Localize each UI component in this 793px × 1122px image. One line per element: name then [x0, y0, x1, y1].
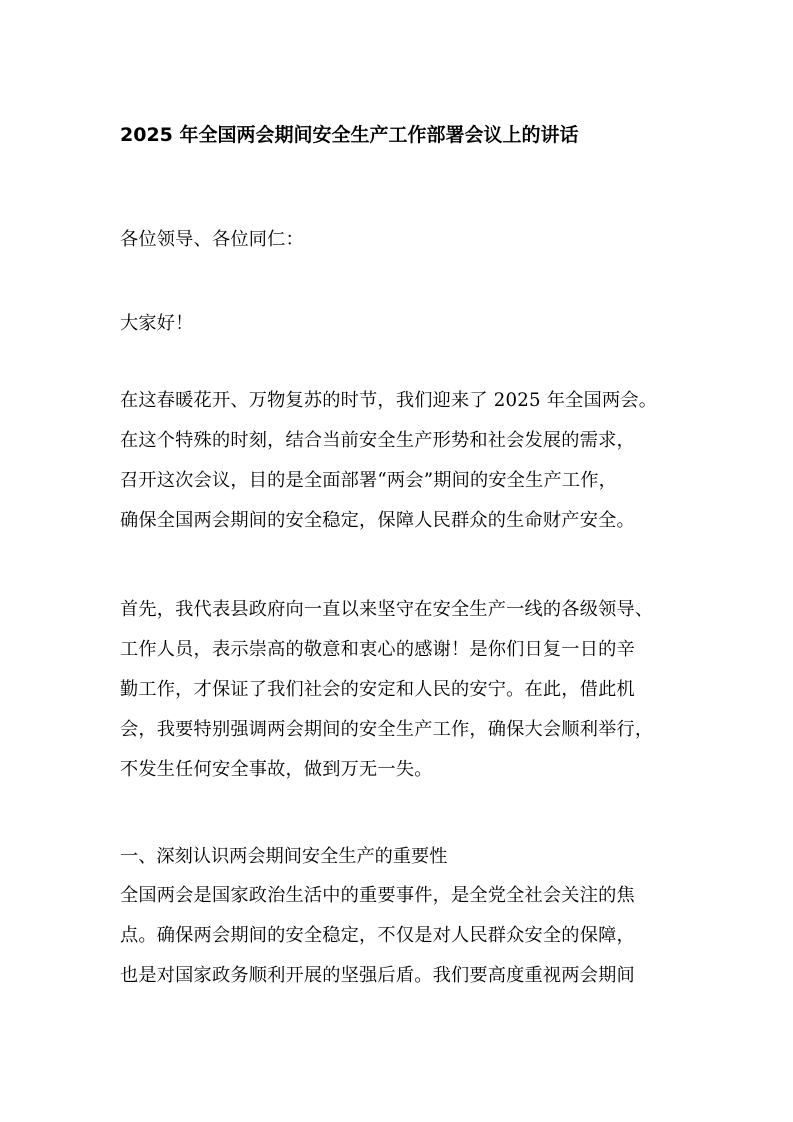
greeting: 大家好！ [120, 313, 194, 334]
paragraph-line: 勤工作，才保证了我们社会的安定和人民的安宁。在此，借此机 [120, 679, 635, 700]
intro-paragraph [120, 381, 676, 541]
document-title: 2025 年全国两会期间安全生产工作部署会议上的讲话 [120, 124, 579, 146]
paragraph-line: 确保全国两会期间的安全稳定，保障人民群众的生命财产安全。 [120, 510, 635, 531]
paragraph-line: 点。确保两会期间的安全稳定，不仅是对人民群众安全的保障， [120, 925, 635, 946]
salutation: 各位领导、各位同仁： [120, 229, 304, 250]
section-paragraph [120, 876, 676, 996]
paragraph-line: 召开这次会议，目的是全面部署“两会”期间的安全生产工作， [120, 470, 618, 491]
paragraph-line: 也是对国家政务顺利开展的坚强后盾。我们要高度重视两会期间 [120, 965, 635, 986]
section-heading: 一、深刻认识两会期间安全生产的重要性 [120, 846, 448, 867]
paragraph-line: 工作人员，表示崇高的敬意和衷心的感谢！是你们日复一日的辛 [120, 639, 635, 660]
paragraph-line: 在这个特殊的时刻，结合当前安全生产形势和社会发展的需求， [120, 430, 635, 451]
paragraph-line: 首先，我代表县政府向一直以来坚守在安全生产一线的各级领导、 [120, 599, 654, 620]
paragraph-line: 会，我要特别强调两会期间的安全生产工作，确保大会顺利举行， [120, 719, 654, 740]
thanks-paragraph [120, 590, 676, 790]
paragraph-line: 不发生任何安全事故，做到万无一失。 [120, 759, 433, 780]
paragraph-line: 全国两会是国家政治生活中的重要事件，是全党全社会关注的焦 [120, 885, 635, 906]
paragraph-line: 在这春暖花开、万物复苏的时节，我们迎来了 2025 年全国两会。 [120, 390, 658, 411]
